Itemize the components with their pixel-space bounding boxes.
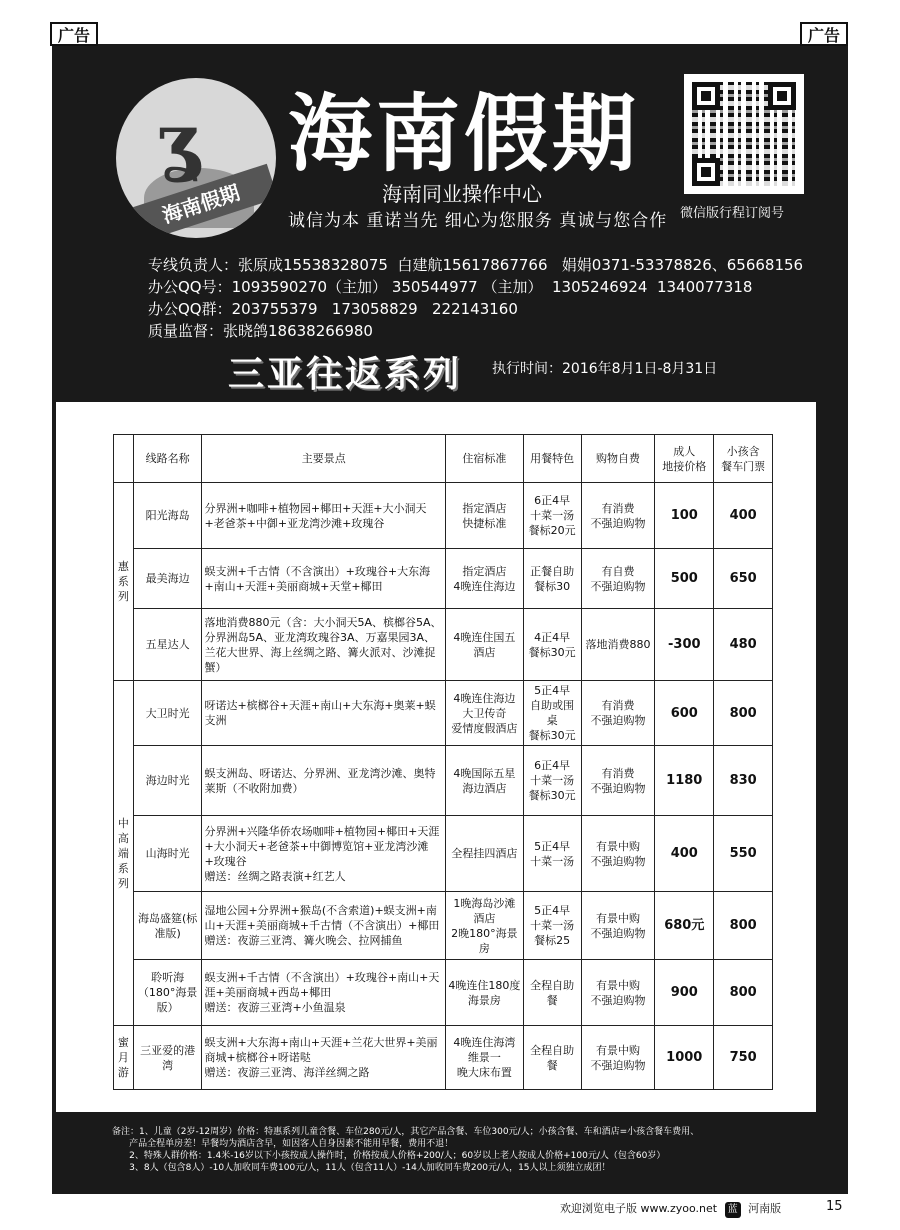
meal-cell: 6正4早 十菜一汤 餐标20元 (523, 483, 581, 549)
wechat-qr-code[interactable] (684, 74, 804, 194)
contact-line-manager: 专线负责人：张原成15538328075 白建航15617867766 娟娟0371-53378826、65668156 (148, 256, 804, 274)
shopping-cell: 有消费 不强迫购物 (581, 681, 655, 746)
table-row (114, 892, 773, 960)
contact-line-qq-group: 办公QQ群：203755379 173058829 222143160 (148, 300, 518, 318)
category-cell: 中 高 端 系 列 (114, 681, 134, 1026)
advert-poster (52, 44, 848, 1194)
main-spots-cell: 湿地公园+分界洲+猴岛(不含索道)+蜈支洲+南山+天涯+美丽商城+千古情（不含演出）+椰田 赠送：夜游三亚湾、篝火晚会、拉网捕鱼 (202, 892, 446, 960)
child-price-cell: 650 (714, 549, 773, 609)
adult-price-cell: 500 (655, 549, 714, 609)
table-row (114, 746, 773, 816)
shopping-cell: 落地消费880 (581, 609, 655, 681)
hotel-cell: 指定酒店 4晚连住海边 (446, 549, 524, 609)
main-spots-cell: 蜈支洲+千古情（不含演出）+玫瑰谷+大东海+南山+天涯+美丽商城+天堂+椰田 (202, 549, 446, 609)
execution-time: 执行时间：2016年8月1日-8月31日 (492, 361, 718, 377)
adult-price-cell: 600 (655, 681, 714, 746)
adult-price-cell: 900 (655, 960, 714, 1026)
series-title: 三亚往返系列 (228, 354, 463, 395)
header-category (114, 435, 134, 483)
header-route-name: 线路名称 (133, 435, 202, 483)
route-name-cell: 阳光海岛 (133, 483, 202, 549)
meal-cell: 6正4早 十菜一汤 餐标30元 (523, 746, 581, 816)
meal-cell: 正餐自助 餐标30 (523, 549, 581, 609)
meal-cell: 全程自助餐 (523, 1026, 581, 1090)
hotel-cell: 4晚国际五星 海边酒店 (446, 746, 524, 816)
header-meal: 用餐特色 (523, 435, 581, 483)
shopping-cell: 有景中购 不强迫购物 (581, 816, 655, 892)
shopping-cell: 有消费 不强迫购物 (581, 746, 655, 816)
remark-line: 3、8人（包含8人）-10人加收同车费100元/人，11人（包含11人）-14人加收同车费200元/人，15人以上须独立成团！ (112, 1163, 611, 1173)
meal-cell: 5正4早 十菜一汤 餐标25 (523, 892, 581, 960)
table-row (114, 681, 773, 746)
header-child-price: 小孩含 餐车门票 (714, 435, 773, 483)
child-price-cell: 400 (714, 483, 773, 549)
route-name-cell: 海边时光 (133, 746, 202, 816)
table-row (114, 483, 773, 549)
hotel-cell: 4晚连住海湾维景一 晚大床布置 (446, 1026, 524, 1090)
hotel-cell: 4晚连住180度 海景房 (446, 960, 524, 1026)
main-spots-cell: 分界洲+兴隆华侨农场咖啡+植物园+椰田+天涯+大小洞天+老爸茶+中御博览馆+亚龙湾沙滩+玫瑰谷 赠送：丝绸之路表演+红艺人 (202, 816, 446, 892)
child-price-cell: 800 (714, 960, 773, 1026)
footer-site-link[interactable]: www.zyoo.net (640, 1202, 718, 1215)
main-spots-cell: 落地消费880元（含：大小洞天5A、槟榔谷5A、分界洲岛5A、亚龙湾玫瑰谷3A、万嘉果园3A、兰花大世界、海上丝绸之路、篝火派对、沙滩捉蟹） (202, 609, 446, 681)
category-cell: 蜜 月 游 (114, 1026, 134, 1090)
adult-price-cell: 100 (655, 483, 714, 549)
hotel-cell: 1晚海岛沙滩酒店 2晚180°海景房 (446, 892, 524, 960)
brand-logo (116, 78, 276, 238)
ad-label-right: 广告 (800, 22, 848, 46)
route-name-cell: 山海时光 (133, 816, 202, 892)
footer-text: 欢迎浏览电子版 (560, 1202, 637, 1215)
meal-cell: 5正4早 十菜一汤 (523, 816, 581, 892)
logo-swirl-icon: ʓ (156, 96, 200, 185)
main-spots-cell: 分界洲+咖啡+植物园+椰田+天涯+大小洞天+老爸茶+中御+亚龙湾沙滩+玫瑰谷 (202, 483, 446, 549)
shopping-cell: 有景中购 不强迫购物 (581, 960, 655, 1026)
qr-finder-icon (768, 82, 796, 110)
ad-label-left: 广告 (50, 22, 98, 46)
route-table-panel (56, 402, 816, 1112)
qr-finder-icon (692, 158, 720, 186)
table-row (114, 609, 773, 681)
shopping-cell: 有消费 不强迫购物 (581, 483, 655, 549)
qr-pattern (692, 82, 796, 186)
brand-slogan: 诚信为本 重诺当先 细心为您服务 真诚与您合作 (288, 211, 668, 231)
child-price-cell: 800 (714, 892, 773, 960)
table-row (114, 960, 773, 1026)
remark-line: 产品全程单房差！早餐均为酒店含早，如因客人自身因素不能用早餐，费用不退！ (112, 1139, 454, 1149)
footer-edition: 河南版 (748, 1202, 782, 1215)
meal-cell: 全程自助餐 (523, 960, 581, 1026)
contact-line-qq: 办公QQ号：1093590270（主加） 350544977 （主加） 1305246924 1340077318 (148, 278, 753, 296)
header-hotel: 住宿标准 (446, 435, 524, 483)
header-main-spots: 主要景点 (202, 435, 446, 483)
meal-cell: 4正4早 餐标30元 (523, 609, 581, 681)
logo-band-text: 海南假期 (124, 164, 276, 238)
table-header-row (114, 435, 773, 483)
header-shopping: 购物自费 (581, 435, 655, 483)
contact-info (148, 254, 803, 342)
route-name-cell: 三亚爱的港湾 (133, 1026, 202, 1090)
shopping-cell: 有景中购 不强迫购物 (581, 892, 655, 960)
meal-cell: 5正4早 自助或围桌 餐标30元 (523, 681, 581, 746)
child-price-cell: 550 (714, 816, 773, 892)
route-name-cell: 大卫时光 (133, 681, 202, 746)
child-price-cell: 480 (714, 609, 773, 681)
shopping-cell: 有自费 不强迫购物 (581, 549, 655, 609)
qr-caption: 微信版行程订阅号 (680, 206, 785, 221)
table-row (114, 816, 773, 892)
adult-price-cell: 1180 (655, 746, 714, 816)
route-name-cell: 聆听海（180°海景版） (133, 960, 202, 1026)
page-number: 15 (826, 1199, 843, 1214)
page-footer (560, 1200, 781, 1218)
brand-title: 海南假期 (288, 85, 641, 183)
child-price-cell: 800 (714, 681, 773, 746)
contact-line-supervisor: 质量监督：张晓鸽18638266980 (148, 322, 373, 340)
main-spots-cell: 蜈支洲+千古情（不含演出）+玫瑰谷+南山+天涯+美丽商城+西岛+椰田 赠送：夜游三亚湾+小鱼温泉 (202, 960, 446, 1026)
table-row (114, 1026, 773, 1090)
main-spots-cell: 呀诺达+槟榔谷+天涯+南山+大东海+奥莱+蜈支洲 (202, 681, 446, 746)
header-adult-price: 成人 地接价格 (655, 435, 714, 483)
route-name-cell: 海岛盛筵(标准版) (133, 892, 202, 960)
qr-finder-icon (692, 82, 720, 110)
adult-price-cell: 400 (655, 816, 714, 892)
main-spots-cell: 蜈支洲岛、呀诺达、分界洲、亚龙湾沙滩、奥特莱斯（不收附加费） (202, 746, 446, 816)
main-spots-cell: 蜈支洲+大东海+南山+天涯+兰花大世界+美丽商城+槟榔谷+呀诺哒 赠送：夜游三亚湾、海洋丝绸之路 (202, 1026, 446, 1090)
remarks (112, 1126, 699, 1174)
route-price-table (113, 434, 773, 1090)
brand-subtitle: 海南同业操作中心 (382, 182, 542, 206)
shopping-cell: 有景中购 不强迫购物 (581, 1026, 655, 1090)
hotel-cell: 全程挂四酒店 (446, 816, 524, 892)
route-name-cell: 五星达人 (133, 609, 202, 681)
hotel-cell: 指定酒店 快捷标准 (446, 483, 524, 549)
route-name-cell: 最美海边 (133, 549, 202, 609)
hotel-cell: 4晚连住海边 大卫传奇 爱情度假酒店 (446, 681, 524, 746)
category-cell: 惠 系 列 (114, 483, 134, 681)
hotel-cell: 4晚连住国五酒店 (446, 609, 524, 681)
remark-line: 备注：1、儿童（2岁-12周岁）价格：特惠系列儿童含餐、车位280元/人，其它产品含餐、车位300元/人；小孩含餐、车和酒店=小孩含餐车费用、 (112, 1127, 700, 1137)
child-price-cell: 750 (714, 1026, 773, 1090)
child-price-cell: 830 (714, 746, 773, 816)
adult-price-cell: 1000 (655, 1026, 714, 1090)
adult-price-cell: 680元 (655, 892, 714, 960)
table-row (114, 549, 773, 609)
adult-price-cell: -300 (655, 609, 714, 681)
remark-line: 2、特殊人群价格：1.4米-16岁以下小孩按成人操作时，价格按成人价格+200/人；60岁以上老人按成人价格+100元/人（包含60岁） (112, 1151, 666, 1161)
edition-badge-icon: 蓝 (725, 1202, 741, 1218)
